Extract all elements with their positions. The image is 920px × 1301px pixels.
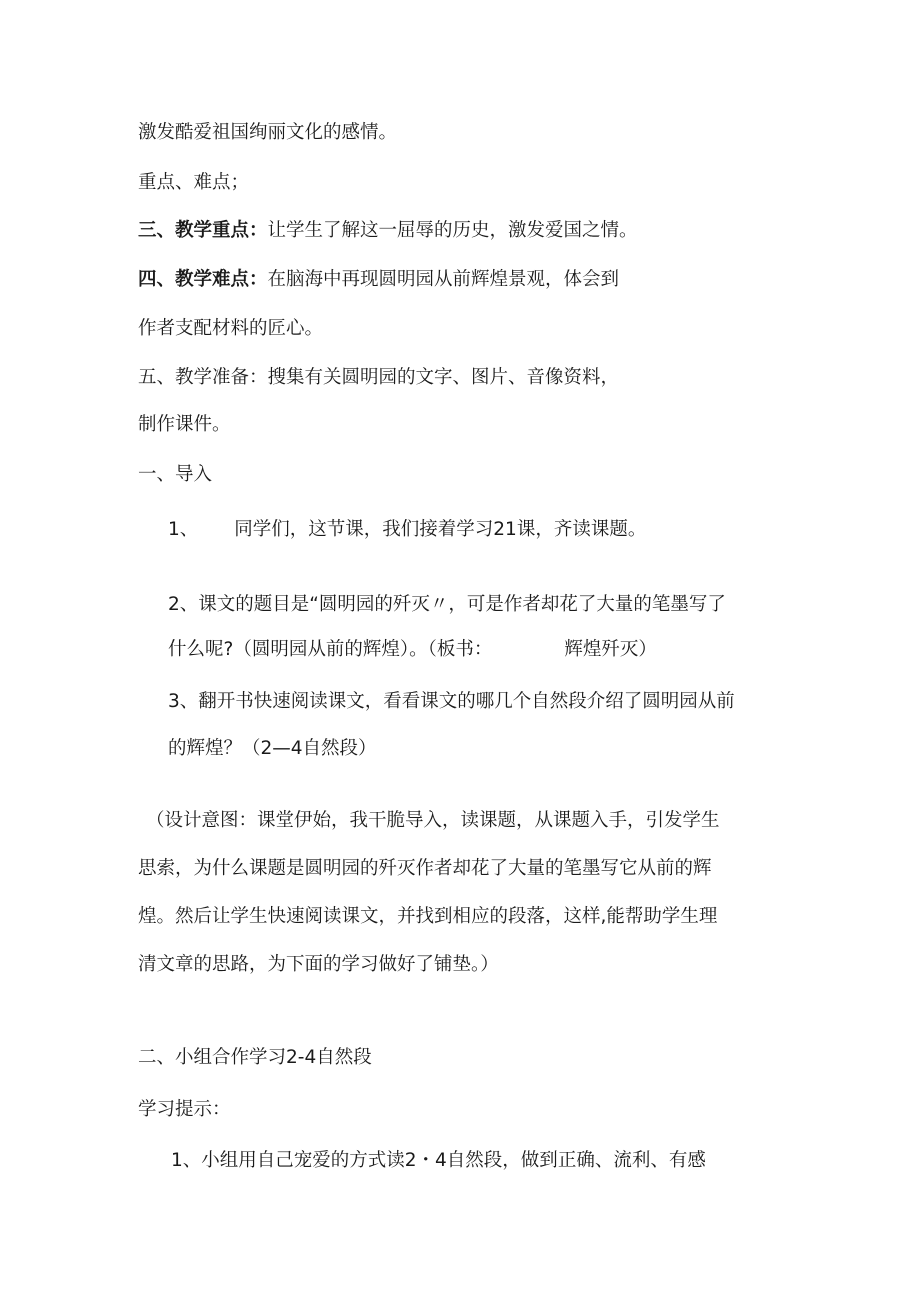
tip-item: 1、小组用自己宠爱的方式读2・4自然段，做到正确、流利、有感: [171, 1150, 706, 1171]
section-label: 三、教学重点：: [138, 220, 268, 241]
design-intent-line: （设计意图：课堂伊始，我干脆导入，读课题，从课题入手，引发学生: [146, 810, 720, 831]
section-label: 四、教学难点：: [138, 269, 268, 290]
section-text-continued: 作者支配材料的匠心。: [138, 318, 324, 339]
design-intent-line: 清文章的思路，为下面的学习做好了铺垫。）: [138, 954, 499, 975]
section-text: 让学生了解这一屈辱的历史，激发爱国之情。: [267, 220, 638, 241]
preparation-line-continued: 制作课件。: [138, 414, 231, 435]
section-difficulty: [138, 268, 619, 292]
part-heading: 一、导入: [138, 464, 213, 485]
list-item: 3、翻开书快速阅读课文，看看课文的哪几个自然段介绍了圆明园从前: [168, 691, 735, 712]
item-text: 什么呢?（圆明园从前的辉煌）。（板书：: [168, 639, 493, 660]
objective-line: 激发酷爱祖国绚丽文化的感情。: [138, 122, 398, 143]
item-number: 1、: [168, 519, 199, 540]
tips-heading: 学习提示：: [138, 1099, 231, 1120]
part-heading: 二、小组合作学习2-4自然段: [138, 1047, 372, 1068]
list-item-continued: [168, 638, 657, 662]
list-item-continued: 的辉煌？（2—4自然段）: [168, 738, 377, 759]
list-item: 2、课文的题目是“圆明园的歼灭〃，可是作者却花了大量的笔墨写了: [168, 594, 726, 615]
design-intent-line: 思索，为什么课题是圆明园的歼灭作者却花了大量的笔墨写它从前的辉: [138, 858, 712, 879]
key-points-heading: 重点、难点；: [138, 172, 250, 193]
item-text: 同学们，这节课，我们接着学习21课，齐读课题。: [234, 519, 647, 540]
design-intent-line: 煌。然后让学生快速阅读课文，并找到相应的段落，这样,能帮助学生理: [138, 906, 718, 927]
preparation-line: 五、教学准备：搜集有关圆明园的文字、图片、音像资料，: [138, 367, 620, 388]
section-text: 在脑海中再现圆明园从前辉煌景观，体会到: [267, 269, 620, 290]
list-item: [168, 518, 646, 542]
board-note: 辉煌歼灭）: [564, 639, 657, 660]
section-key-point: [138, 219, 638, 243]
